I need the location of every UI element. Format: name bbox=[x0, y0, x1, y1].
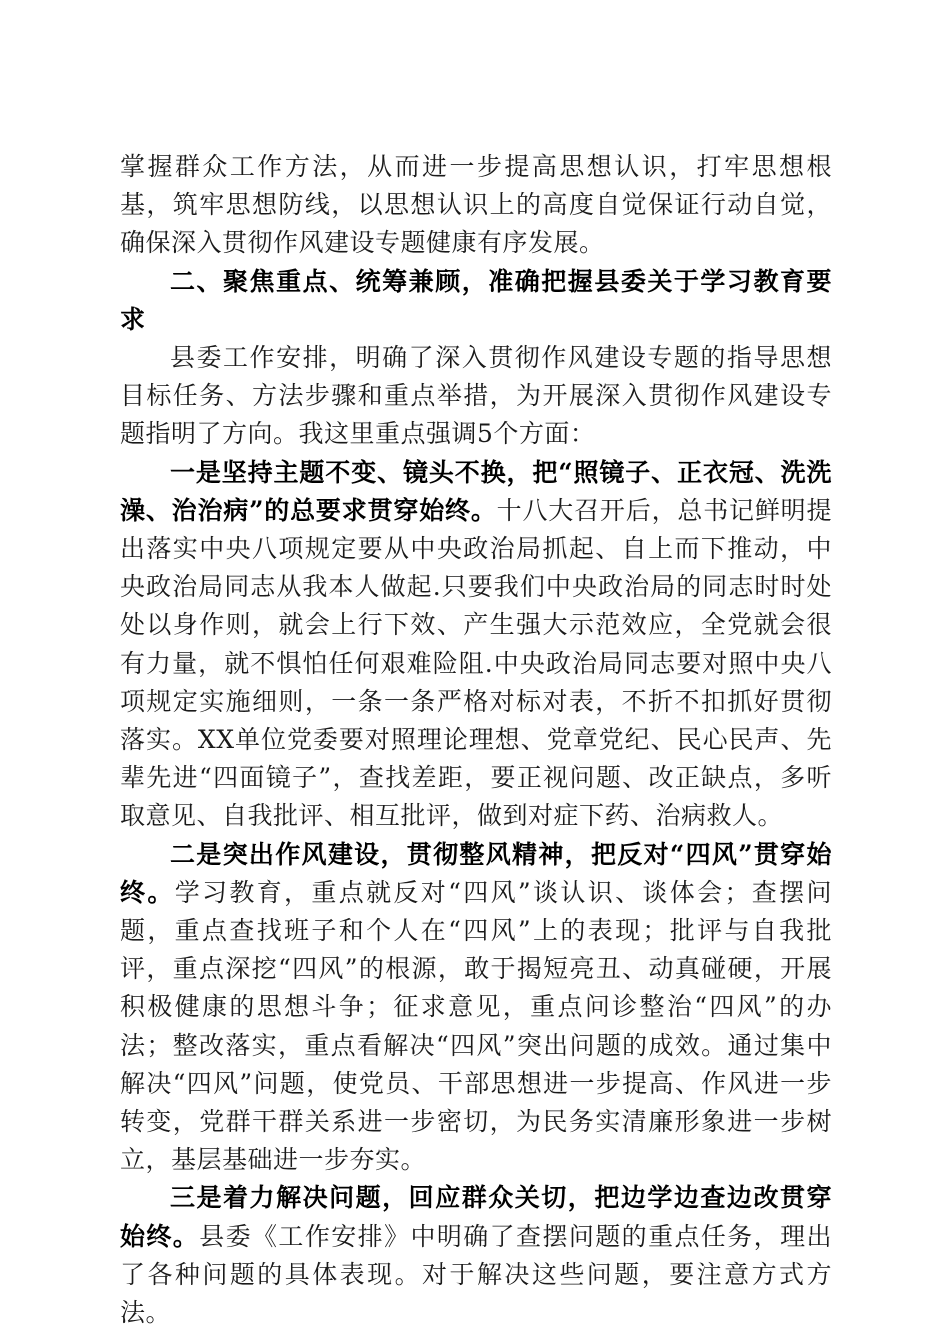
point-3-body: 县委《工作安排》中明确了查摆问题的重点任务，理出了各种问题的具体表现。对于解决这些问题，要注意方式方法。 bbox=[120, 1221, 832, 1328]
paragraph-point-1 bbox=[120, 454, 832, 836]
point-1-lead: 一是坚持主题不变、镜头不换，把“照镜子、正衣冠、洗洗澡、治治病”的总要求贯穿始终。 bbox=[120, 457, 832, 525]
point-2-lead: 二是突出作风建设，贯彻整风精神，把反对“四风”贯穿始终。 bbox=[120, 839, 832, 907]
point-2-body: 学习教育，重点就反对“四风”谈认识、谈体会；查摆问题，重点查找班子和个人在“四风”上的表现；批评与自我批评，重点深挖“四风”的根源，敢于揭短亮丑、动真碰硬，开展积极健康的思想斗争；征求意见，重点问诊整治“四风”的办法；整改落实，重点看解决“四风”突出问题的成效。通过集中解决“四风”问题，使党员、干部思想进一步提高、作风进一步转变，党群干群关系进一步密切，为民务实清廉形象进一步树立，基层基础进一步夯实。 bbox=[120, 877, 832, 1175]
point-1-body: 十八大召开后，总书记鲜明提出落实中央八项规定要从中央政治局抓起、自上而下推动，中央政治局同志从我本人做起.只要我们中央政治局的同志时时处处以身作则，就会上行下效、产生强大示范效应，全党就会很有力量，就不惧怕任何艰难险阻.中央政治局同志要对照中央八项规定实施细则，一条一条严格对标对表，不折不扣抓好贯彻落实。XX单位党委要对照理论理想、党章党纪、民心民声、先辈先进“四面镜子”，查找差距，要正视问题、改正缺点，多听取意见、自我批评、相互批评，做到对症下药、治病救人。 bbox=[120, 495, 832, 831]
paragraph-intro: 县委工作安排，明确了深入贯彻作风建设专题的指导思想目标任务、方法步骤和重点举措，为开展深入贯彻作风建设专题指明了方向。我这里重点强调5个方面： bbox=[120, 343, 832, 449]
document-body bbox=[120, 148, 832, 1332]
paragraph-continuation: 掌握群众工作方法，从而进一步提高思想认识，打牢思想根基，筑牢思想防线，以思想认识上的高度自觉保证行动自觉，确保深入贯彻作风建设专题健康有序发展。 bbox=[120, 152, 832, 258]
section-heading: 二、聚焦重点、统筹兼顾，准确把握县委关于学习教育要求 bbox=[120, 266, 832, 334]
paragraph-point-2 bbox=[120, 836, 832, 1180]
paragraph-point-3 bbox=[120, 1179, 832, 1332]
point-3-lead: 三是着力解决问题，回应群众关切，把边学边查边改贯穿始终。 bbox=[120, 1183, 832, 1251]
